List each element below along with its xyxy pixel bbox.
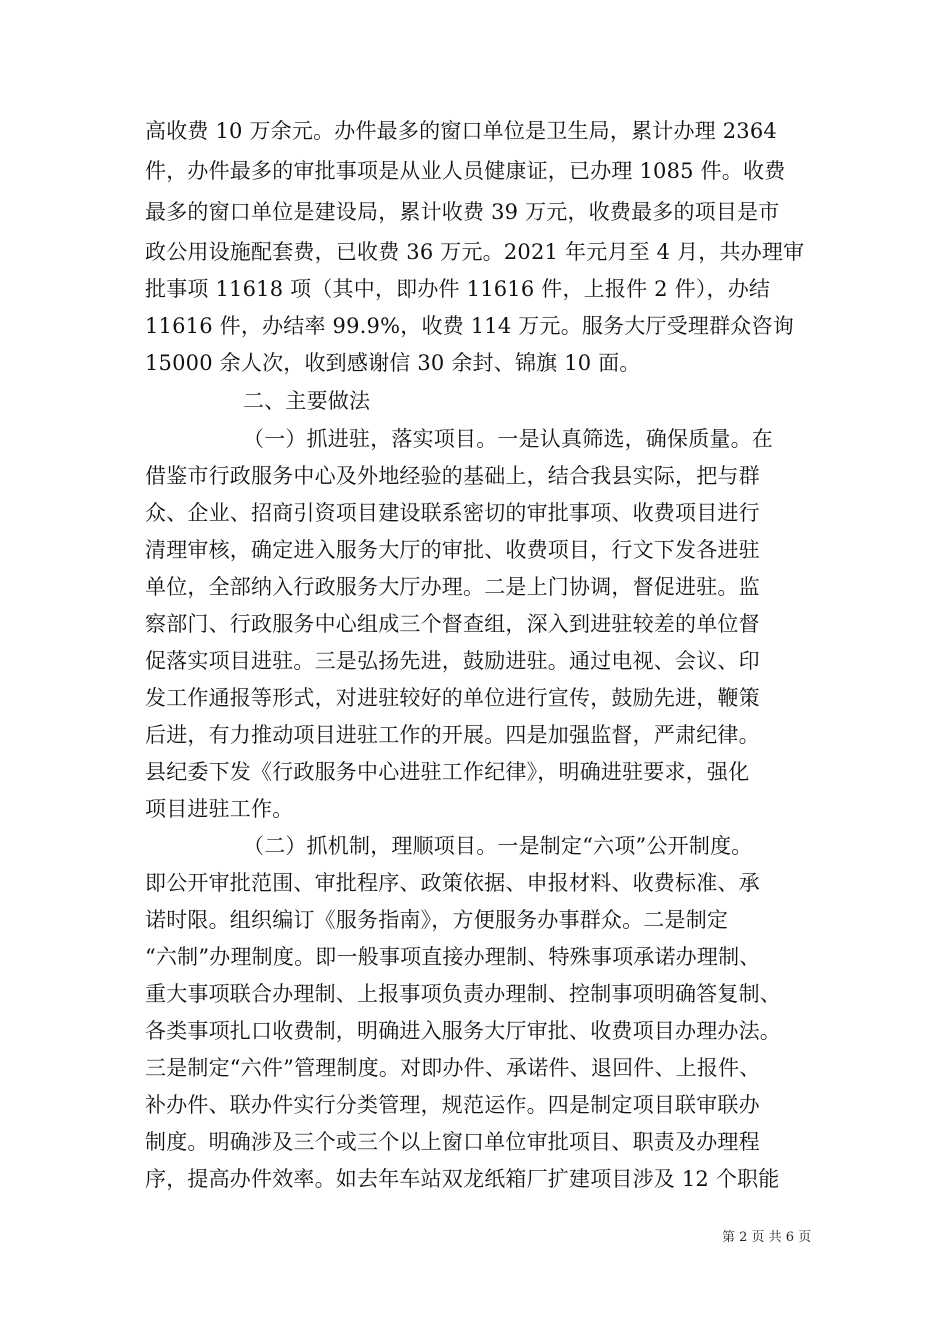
text-line: 即公开审批范围、审批程序、政策依据、申报材料、收费标准、承 [145, 871, 760, 895]
text-line: 三是制定“六件”管理制度。对即办件、承诺件、退回件、上报件、 [145, 1056, 761, 1080]
text-line: 重大事项联合办理制、上报事项负责办理制、控制事项明确答复制、 [145, 982, 781, 1006]
text-line: 促落实项目进驻。三是弘扬先进，鼓励进驻。通过电视、会议、印 [145, 649, 760, 673]
text-line: 单位，全部纳入行政服务大厅办理。二是上门协调，督促进驻。监 [145, 575, 760, 599]
text-line: 察部门、行政服务中心组成三个督查组，深入到进驻较差的单位督 [145, 612, 760, 636]
text-line: 制度。明确涉及三个或三个以上窗口单位审批项目、职责及办理程 [145, 1130, 760, 1154]
page-number: 第 2 页 共 6 页 [722, 1230, 812, 1245]
text-line: 县纪委下发《行政服务中心进驻工作纪律》，明确进驻要求，强化 [145, 760, 750, 784]
text-line: 诺时限。组织编订《服务指南》，方便服务办事群众。二是制定 [145, 908, 729, 932]
text-line: 件，办件最多的审批事项是从业人员健康证，已办理 1085 件。收费 [145, 159, 786, 183]
text-line: （二）抓机制，理顺项目。一是制定“六项”公开制度。 [243, 834, 753, 858]
text-line: 后进，有力推动项目进驻工作的开展。四是加强监督，严肃纪律。 [145, 723, 760, 747]
text-line: 高收费 10 万余元。办件最多的窗口单位是卫生局，累计办理 2364 [145, 119, 777, 143]
text-line: 批事项 11618 项（其中，即办件 11616 件，上报件 2 件），办结 [145, 277, 771, 301]
text-line: 政公用设施配套费，已收费 36 万元。2021 年元月至 4 月，共办理审 [145, 240, 805, 264]
section-heading: 二、主要做法 [243, 389, 371, 413]
text-line: （一）抓进驻，落实项目。一是认真筛选，确保质量。在 [243, 427, 773, 451]
text-line: 11616 件，办结率 99.9%，收费 114 万元。服务大厅受理群众咨询 [145, 314, 794, 338]
text-line: 借鉴市行政服务中心及外地经验的基础上，结合我县实际，把与群 [145, 464, 760, 488]
text-line: 最多的窗口单位是建设局，累计收费 39 万元，收费最多的项目是市 [145, 200, 780, 224]
text-line: 清理审核，确定进入服务大厅的审批、收费项目，行文下发各进驻 [145, 538, 760, 562]
text-line: 15000 余人次，收到感谢信 30 余封、锦旗 10 面。 [145, 351, 641, 375]
text-line: 各类事项扎口收费制，明确进入服务大厅审批、收费项目办理办法。 [145, 1019, 781, 1043]
text-line: 众、企业、招商引资项目建设联系密切的审批事项、收费项目进行 [145, 501, 760, 525]
text-line: 发工作通报等形式，对进驻较好的单位进行宣传，鼓励先进，鞭策 [145, 686, 760, 710]
text-line: “六制”办理制度。即一般事项直接办理制、特殊事项承诺办理制、 [145, 945, 761, 969]
text-line: 项目进驻工作。 [145, 797, 294, 821]
text-line: 序，提高办件效率。如去年车站双龙纸箱厂扩建项目涉及 12 个职能 [145, 1167, 780, 1191]
text-line: 补办件、联办件实行分类管理，规范运作。四是制定项目联审联办 [145, 1093, 760, 1117]
